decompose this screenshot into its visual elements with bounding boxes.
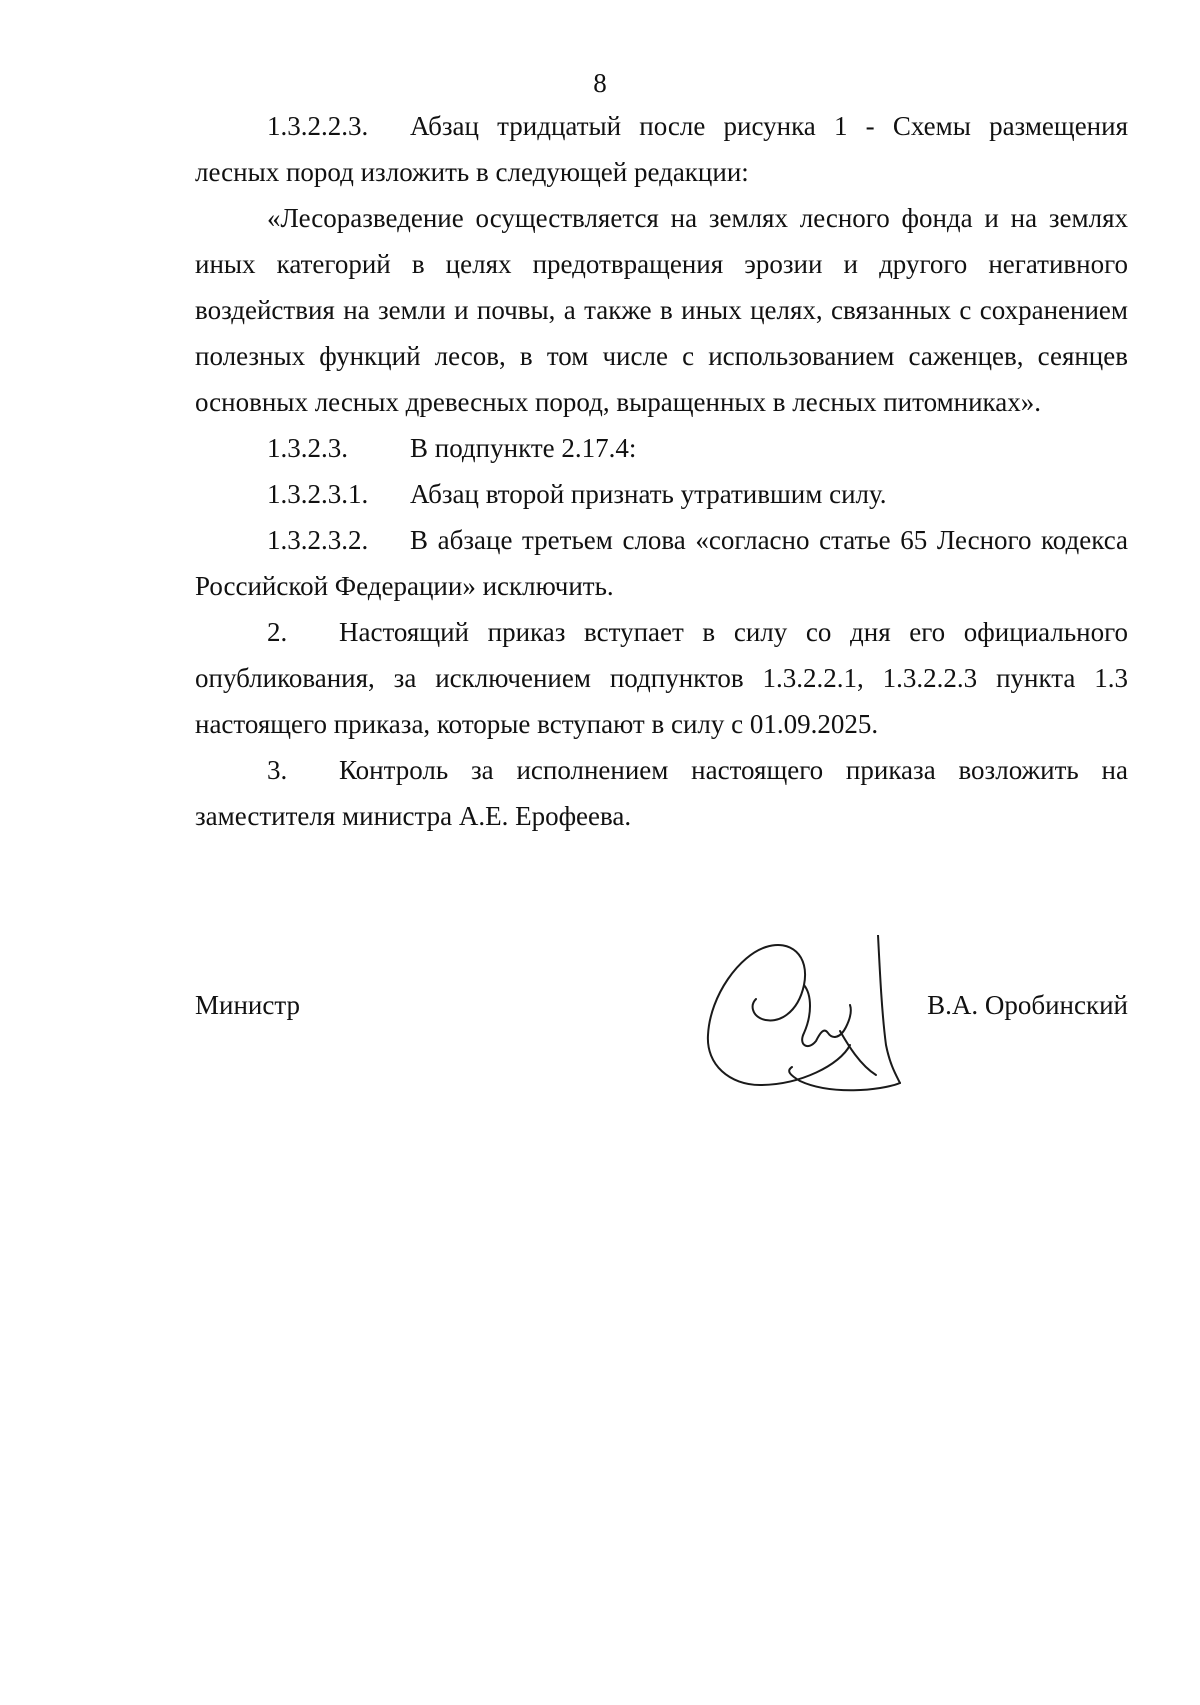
paragraph-text: Абзац второй признать утратившим силу.	[410, 479, 887, 509]
handwritten-signature	[700, 935, 930, 1100]
paragraph-text: В абзаце третьем слова «согласно статье 65 Лесного кодекса Российской Федерации» исключить.	[195, 525, 1128, 601]
paragraph-quote	[195, 195, 1128, 425]
document-body	[195, 103, 1128, 839]
paragraph-text: В подпункте 2.17.4:	[410, 433, 637, 463]
signer-name: В.А. Оробинский	[927, 990, 1128, 1020]
paragraph-number: 1.3.2.2.3.	[267, 111, 369, 141]
paragraph-number: 1.3.2.3.2.	[267, 525, 369, 555]
page-number: 8	[593, 68, 607, 98]
paragraph-number: 1.3.2.3.	[267, 433, 348, 463]
signer-title: Министр	[195, 990, 300, 1020]
paragraph-1-3-2-3-1	[195, 471, 1128, 517]
paragraph-number: 2.	[267, 617, 288, 647]
paragraph-1-3-2-2-3	[195, 103, 1128, 195]
paragraph-number: 3.	[267, 755, 288, 785]
paragraph-text: Настоящий приказ вступает в силу со дня его официального опубликования, за исключением подпунктов 1.3.2.2.1, 1.3.2.2.3 пункта 1.3 настоящего приказа, которые вступают в силу с 01.09.2025.	[195, 617, 1128, 739]
paragraph-3	[195, 747, 1128, 839]
paragraph-text: «Лесоразведение осуществляется на землях лесного фонда и на землях иных категорий в целях предотвращения эрозии и другого негативного воздействия на земли и почвы, а также в иных целях, связанных с сохранением полезных функций лесов, в том числе с использованием саженцев, сеянцев основных лесных древесных пород, выращенных в лесных питомниках».	[195, 203, 1128, 417]
paragraph-text: Контроль за исполнением настоящего приказа возложить на заместителя министра А.Е. Ерофеева.	[195, 755, 1128, 831]
paragraph-number: 1.3.2.3.1.	[267, 479, 369, 509]
paragraph-text: Абзац тридцатый после рисунка 1 - Схемы размещения лесных пород изложить в следующей редакции:	[195, 111, 1128, 187]
paragraph-2	[195, 609, 1128, 747]
paragraph-1-3-2-3	[195, 425, 1128, 471]
signature-block	[195, 945, 1128, 1105]
paragraph-1-3-2-3-2	[195, 517, 1128, 609]
